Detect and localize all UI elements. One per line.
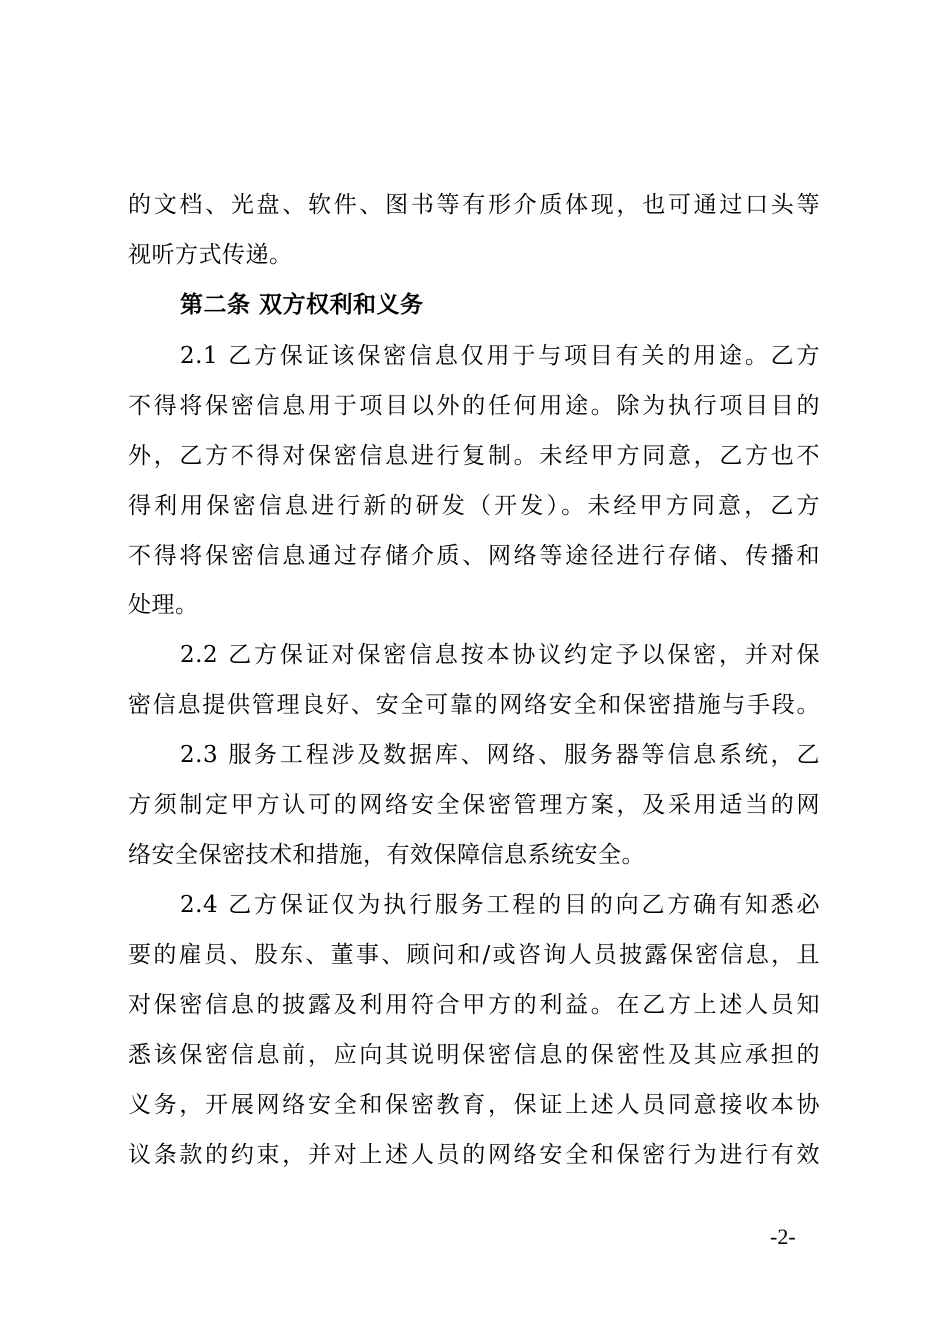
body-text-line: 视听方式传递。	[128, 242, 293, 268]
body-text-line: 络安全保密技术和措施，有效保障信息系统安全。	[128, 842, 645, 868]
section-heading: 第二条 双方权利和义务	[180, 291, 424, 318]
body-text-line: 外，乙方不得对保密信息进行复制。未经甲方同意，乙方也不	[128, 443, 820, 469]
body-text-line: 的文档、光盘、软件、图书等有形介质体现，也可通过口头等	[128, 192, 820, 218]
body-text-line: 议条款的约束，并对上述人员的网络安全和保密行为进行有效	[128, 1142, 820, 1168]
body-text-line: 义务，开展网络安全和保密教育，保证上述人员同意接收本协	[128, 1092, 820, 1118]
body-text-line: 对保密信息的披露及利用符合甲方的利益。在乙方上述人员知	[128, 992, 820, 1018]
body-text-line: 得利用保密信息进行新的研发（开发）。未经甲方同意，乙方	[128, 493, 820, 519]
body-text-line: 方须制定甲方认可的网络安全保密管理方案，及采用适当的网	[128, 792, 820, 818]
body-text-line: 要的雇员、股东、董事、顾问和/或咨询人员披露保密信息，且	[128, 942, 820, 968]
body-text-line: 处理。	[128, 592, 199, 618]
body-text-line: 悉该保密信息前，应向其说明保密信息的保密性及其应承担的	[128, 1042, 820, 1068]
clause-2-1-first-line: 2.1 乙方保证该保密信息仅用于与项目有关的用途。乙方	[180, 343, 820, 369]
page-number: -2-	[770, 1224, 796, 1249]
body-text-line: 不得将保密信息用于项目以外的任何用途。除为执行项目目的	[128, 393, 820, 419]
body-text-line: 密信息提供管理良好、安全可靠的网络安全和保密措施与手段。	[128, 692, 820, 718]
clause-2-4-first-line: 2.4 乙方保证仅为执行服务工程的目的向乙方确有知悉必	[180, 892, 820, 918]
clause-2-2-first-line: 2.2 乙方保证对保密信息按本协议约定予以保密，并对保	[180, 642, 820, 668]
body-text-line: 不得将保密信息通过存储介质、网络等途径进行存储、传播和	[128, 543, 820, 569]
clause-2-3-first-line: 2.3 服务工程涉及数据库、网络、服务器等信息系统，乙	[180, 742, 820, 768]
